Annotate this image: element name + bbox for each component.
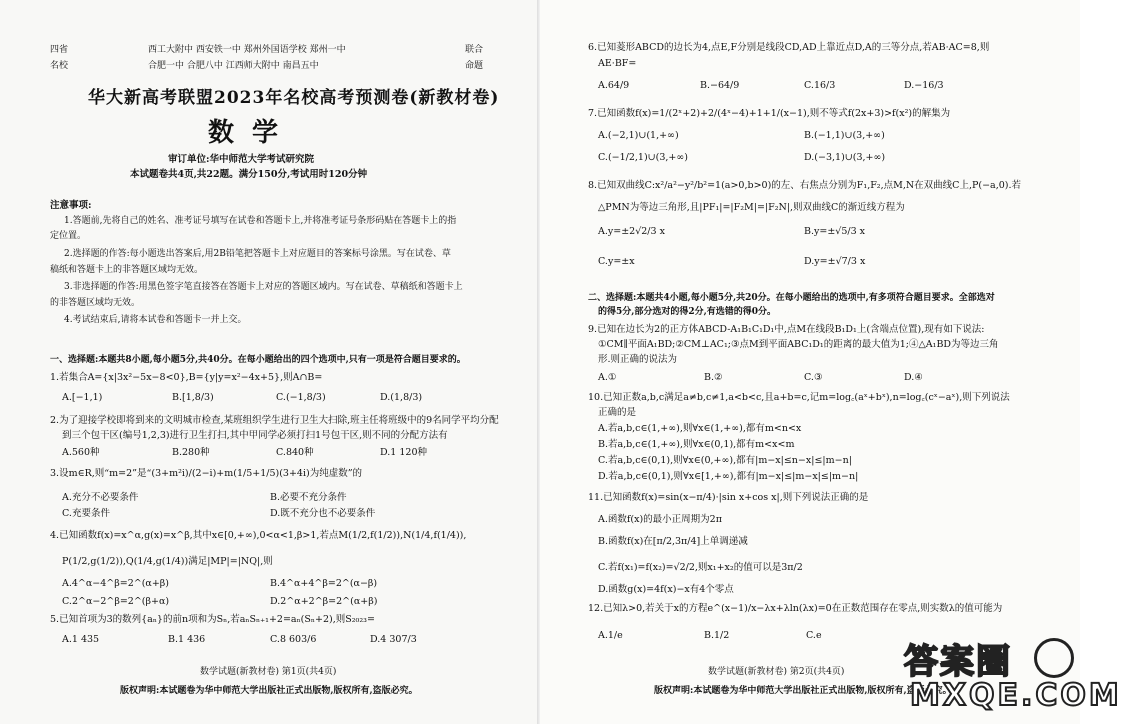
q12-option-c: C.e: [806, 630, 822, 641]
question-4-line2: P(1/2,g(1/2)),Q(1/4,g(1/4))满足|MP|=|NQ|,则: [62, 556, 273, 567]
subject-title: 数学: [208, 118, 297, 148]
note-line: 3.非选择题的作答:用黑色签字笔直接答在答题卡上对应的答题区域内。写在试卷、草稿纸和答题卡上: [64, 282, 463, 292]
q8-option-d: D.y=±√7/3 x: [804, 256, 866, 267]
section-2-heading-line1: 二、选择题:本题共4小题,每小题5分,共20分。在每小题给出的选项中,有多项符合题目要求。全部选对: [588, 293, 995, 303]
question-2-line1: 2.为了迎接学校即将到来的文明城市检查,某班组织学生进行卫生大扫除,班主任将班级中的9名同学平均分配: [50, 415, 499, 426]
header-schools-row2: 合肥一中 合肥八中 江西师大附中 南昌五中: [148, 61, 319, 71]
review-unit: 审订单位:华中师范大学考试研究院: [168, 154, 315, 165]
q6-option-b: B.−64/9: [700, 80, 740, 91]
q3-option-c: C.充要条件: [62, 508, 110, 519]
question-12: 12.已知λ>0,若关于x的方程e^(x−1)/x−λx+λln(λx)=0在正数范围存在零点,则实数λ的值可能为: [588, 603, 1003, 614]
q10-option-d: D.若a,b,c∈(0,1),则∀x∈[1,+∞),都有|m−x|≤|m−x|≤|m−n|: [598, 471, 859, 482]
q4-option-a: A.4^α−4^β=2^(α+β): [62, 578, 170, 589]
header-region-1: 四省: [50, 45, 69, 55]
exam-info: 本试题卷共4页,共22题。满分150分,考试用时120分钟: [130, 169, 368, 180]
q10-option-a: A.若a,b,c∈(1,+∞),则∀x∈(1,+∞),都有m<n<x: [598, 423, 802, 434]
header-joint-2: 命题: [465, 61, 484, 71]
question-9-line2: ①CM∥平面A₁BD;②CM⊥AC₁;③点M到平面ABC₁D₁的距离的最大值为1;④△A₁BD为等边三角: [598, 339, 999, 350]
site-watermark-logo: [900, 630, 1122, 718]
watermark-text-cn: 答案圈: [904, 642, 1012, 682]
q2-option-b: B.280种: [172, 447, 210, 458]
q1-option-b: B.[1,8/3): [172, 392, 214, 403]
question-8-line1: 8.已知双曲线C:x²/a²−y²/b²=1(a>0,b>0)的左、右焦点分别为F₁,F₂,点M,N在双曲线C上,P(−a,0).若: [588, 180, 1021, 191]
note-line: 定位置。: [50, 231, 87, 241]
question-3: 3.设m∈R,则“m=2”是“(3+m²i)/(2−i)+m(1/5+1/5)(3+4i)为纯虚数”的: [50, 468, 363, 479]
question-2-line2: 到三个包干区(编号1,2,3)进行卫生打扫,其中甲同学必须打扫1号包干区,则不同的分配方法有: [62, 430, 448, 441]
q3-option-b: B.必要不充分条件: [270, 492, 347, 503]
q9-option-c: C.③: [804, 372, 823, 383]
copyright-notice: 版权声明:本试题卷为华中师范大学出版社正式出版物,版权所有,盗版必究。: [120, 686, 418, 696]
q7-option-c: C.(−1/2,1)∪(3,+∞): [598, 152, 688, 163]
copyright-notice: 版权声明:本试题卷为华中师范大学出版社正式出版物,版权所有,盗版必究。: [654, 686, 952, 696]
q11-option-c: C.若f(x₁)=f(x₂)=√2/2,则x₁+x₂的值可以是3π/2: [598, 562, 803, 573]
q10-option-b: B.若a,b,c∈(1,+∞),则∀x∈(0,1),都有m<x<m: [598, 439, 795, 450]
note-line: 稿纸和答题卡上的非答题区域均无效。: [50, 265, 204, 275]
page-footer: 数学试题(新教材卷) 第2页(共4页): [708, 667, 845, 677]
q5-option-d: D.4 307/3: [370, 634, 417, 645]
section-1-heading: 一、选择题:本题共8小题,每小题5分,共40分。在每小题给出的四个选项中,只有一项是符合题目要求的。: [50, 355, 466, 365]
q5-option-a: A.1 435: [62, 634, 100, 645]
q3-option-d: D.既不充分也不必要条件: [270, 508, 376, 519]
note-line: 4.考试结束后,请将本试卷和答题卡一并上交。: [64, 315, 247, 325]
q8-option-a: A.y=±2√2/3 x: [598, 226, 665, 237]
q8-option-c: C.y=±x: [598, 256, 635, 267]
page-footer: 数学试题(新教材卷) 第1页(共4页): [200, 667, 337, 677]
question-6-line1: 6.已知菱形ABCD的边长为4,点E,F分别是线段CD,AD上靠近点D,A的三等分点,若AB·AC=8,则: [588, 42, 990, 53]
watermark-text-en: MXQE.COM: [910, 678, 1122, 713]
section-2-heading-line2: 的得5分,部分选对的得2分,有选错的得0分。: [598, 307, 777, 317]
q6-option-a: A.64/9: [598, 80, 630, 91]
q1-option-a: A.[−1,1): [62, 392, 103, 403]
q9-option-a: A.①: [598, 372, 617, 383]
question-7: 7.已知函数f(x)=1/(2ˣ+2)+2/(4ˣ−4)+1+1/(x−1),则不等式f(2x+3)>f(x²)的解集为: [588, 108, 951, 119]
notes-title: 注意事项:: [50, 200, 92, 211]
question-5: 5.已知首项为3的数列{aₙ}的前n项和为Sₙ,若aₙSₙ₊₁+2=aₙ(Sₙ+2),则S₂₀₂₃=: [50, 614, 375, 625]
q10-option-c: C.若a,b,c∈(0,1),则∀x∈(0,+∞),都有|m−x|≤n−x|≤|m−n|: [598, 455, 852, 466]
q7-option-d: D.(−3,1)∪(3,+∞): [804, 152, 886, 163]
q11-option-a: A.函数f(x)的最小正周期为2π: [598, 514, 722, 525]
q11-option-b: B.函数f(x)在[π/2,3π/4]上单调递减: [598, 536, 748, 547]
q9-option-b: B.②: [704, 372, 723, 383]
q7-option-a: A.(−2,1)∪(1,+∞): [598, 130, 679, 141]
q4-option-c: C.2^α−2^β=2^(β+α): [62, 596, 170, 607]
q6-option-d: D.−16/3: [904, 80, 944, 91]
question-9-line1: 9.已知在边长为2的正方体ABCD-A₁B₁C₁D₁中,点M在线段B₁D₁上(含端点位置),现有如下说法:: [588, 324, 985, 335]
question-1: 1.若集合A={x|3x²−5x−8<0},B={y|y=x²−4x+5},则A∩B=: [50, 372, 323, 383]
watermark-circle-icon: [1034, 638, 1074, 678]
header-joint-1: 联合: [465, 45, 484, 55]
note-line: 的非答题区域均无效。: [50, 298, 141, 308]
q6-option-c: C.16/3: [804, 80, 836, 91]
header-schools-row1: 西工大附中 西安铁一中 郑州外国语学校 郑州一中: [148, 45, 346, 55]
q3-option-a: A.充分不必要条件: [62, 492, 139, 503]
question-6-line2: AE·BF=: [598, 58, 637, 69]
header-region-2: 名校: [50, 61, 69, 71]
q12-option-b: B.1/2: [704, 630, 730, 641]
note-line: 2.选择题的作答:每小题选出答案后,用2B铅笔把答题卡上对应题目的答案标号涂黑。写在试卷、草: [64, 249, 451, 259]
q8-option-b: B.y=±√5/3 x: [804, 226, 866, 237]
question-11: 11.已知函数f(x)=sin(x−π/4)·|sin x+cos x|,则下列说法正确的是: [588, 492, 869, 503]
q4-option-b: B.4^α+4^β=2^(α−β): [270, 578, 378, 589]
q2-option-c: C.840种: [276, 447, 314, 458]
q1-option-d: D.(1,8/3): [380, 392, 423, 403]
q12-option-a: A.1/e: [598, 630, 623, 641]
right-page: [540, 0, 1080, 724]
left-page: [0, 0, 540, 724]
question-10-line1: 10.已知正数a,b,c满足a≠b,c≠1,a<b<c,且a+b=c,记m=log꜀(aˣ+bˣ),n=log꜀(cˣ−aˣ),则下列说法: [588, 392, 1010, 403]
question-4-line1: 4.已知函数f(x)=x^α,g(x)=x^β,其中x∈[0,+∞),0<α<1,β>1,若点M(1/2,f(1/2)),N(1/4,f(1/4)),: [50, 530, 467, 541]
question-9-line3: 形.则正确的说法为: [598, 354, 678, 365]
q1-option-c: C.(−1,8/3): [276, 392, 326, 403]
note-line: 1.答题前,先将自己的姓名、准考证号填写在试卷和答题卡上,并将准考证号条形码贴在答题卡上的指: [64, 216, 457, 226]
q2-option-a: A.560种: [62, 447, 100, 458]
q5-option-b: B.1 436: [168, 634, 206, 645]
q4-option-d: D.2^α+2^β=2^(α+β): [270, 596, 378, 607]
q5-option-c: C.8 603/6: [270, 634, 317, 645]
question-8-line2: △PMN为等边三角形,且|PF₁|=|F₂M|=|F₂N|,则双曲线C的渐近线方程为: [598, 202, 905, 213]
q7-option-b: B.(−1,1)∪(3,+∞): [804, 130, 885, 141]
q11-option-d: D.函数g(x)=4f(x)−x有4个零点: [598, 584, 734, 595]
q9-option-d: D.④: [904, 372, 923, 383]
question-10-line2: 正确的是: [598, 407, 637, 418]
q2-option-d: D.1 120种: [380, 447, 427, 458]
exam-title: 华大新高考联盟2023年名校高考预测卷(新教材卷): [88, 88, 500, 108]
